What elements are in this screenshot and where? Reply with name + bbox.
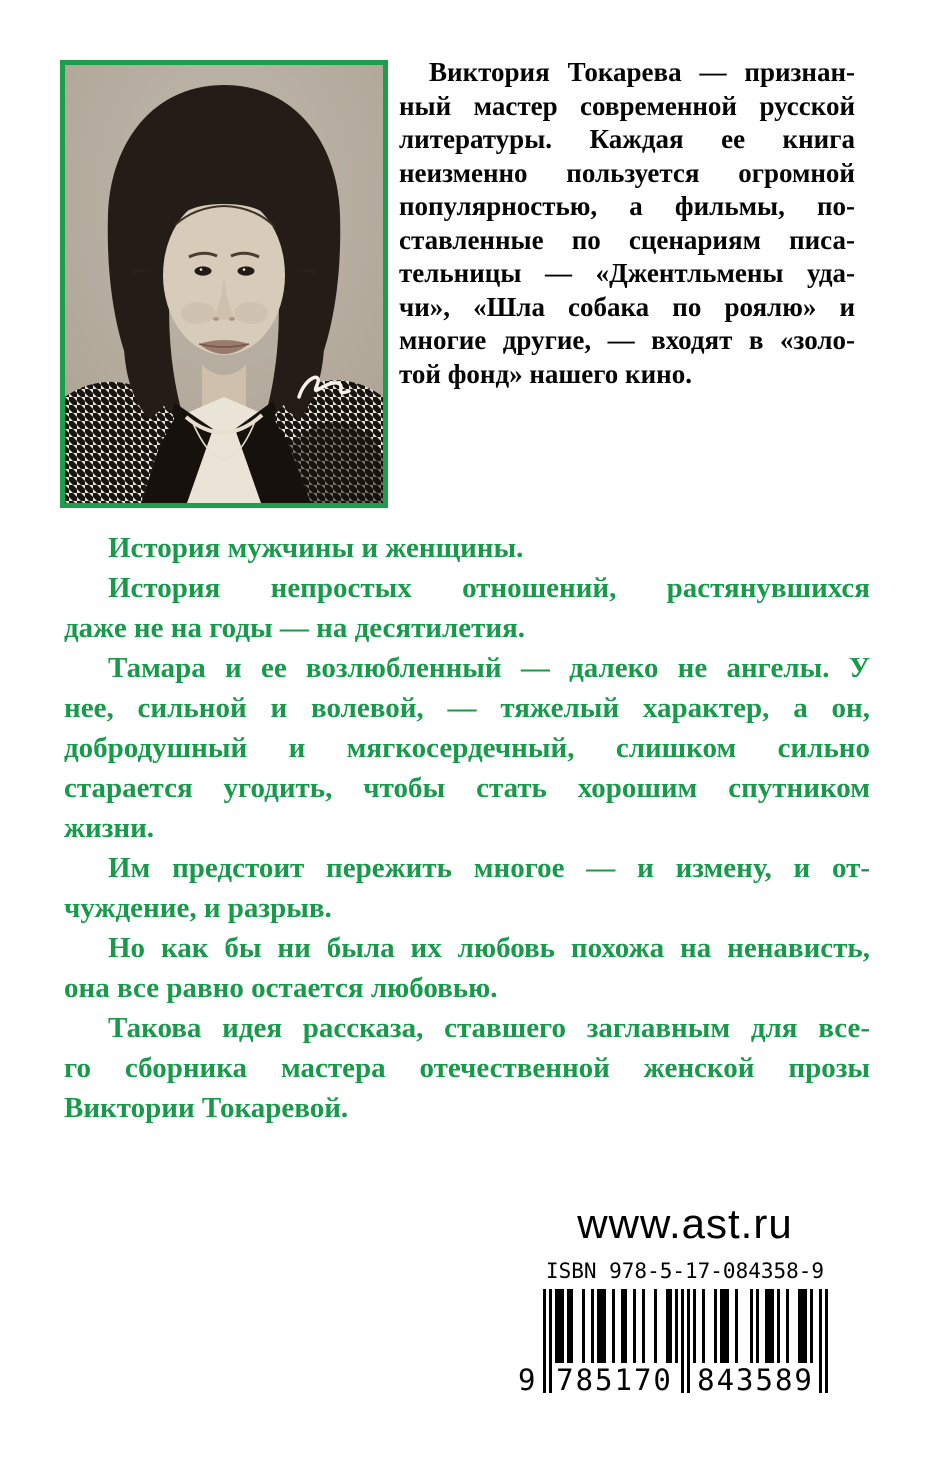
bio-line: тельницы — «Джентльмены уда- [399,258,855,288]
barcode-digits-left: 785170 [556,1363,673,1397]
barcode-digit-first: 9 [518,1363,536,1397]
annotation-line: чуждение, и разрыв. [64,892,332,924]
bio-line: популярностью, а фильмы, по- [399,191,855,221]
publisher-website: www.ast.ru [577,1200,793,1247]
bio-line: многие другие, — входят в «золо- [399,325,855,355]
annotation-line: добродушный и мягкосердечный, слишком сильно [64,732,870,764]
annotation-line: Им предстоит пережить многое — и измену, и от- [108,852,870,884]
footer [518,1200,835,1397]
annotation-line: История непростых отношений, растянувшихся [108,572,870,604]
bio-line: Виктория Токарева — признан- [429,57,855,87]
annotation-line: Тамара и ее возлюбленный — далеко не ангелы. У [108,652,870,684]
author-bio [399,56,855,391]
annotation-line: даже не на годы — на десятилетия. [64,612,526,644]
bio-line: чи», «Шла собака по роялю» и [399,291,855,322]
annotation [64,528,870,1128]
annotation-line: старается угодить, чтобы стать хорошим спутником [64,772,870,804]
barcode-digits-right: 843589 [697,1363,814,1397]
bio-line: неизменно пользуется огромной [399,157,855,188]
author-photo [60,60,388,508]
annotation-line: Такова идея рассказа, ставшего заглавным для все- [108,1012,870,1044]
bio-line: ставленные по сценариям писа- [399,224,855,255]
annotation-line: История мужчины и женщины. [108,532,524,564]
bio-line: ный мастер современной русской [399,90,855,121]
annotation-line: го сборника мастера отечественной женской прозы [64,1052,870,1084]
bio-line: той фонд» нашего кино. [399,358,692,389]
annotation-line: она все равно остается любовью. [64,972,498,1004]
ean13-barcode [518,1289,828,1397]
bio-line: литературы. Каждая ее книга [399,124,855,154]
author-portrait-illustration [65,65,383,503]
annotation-line: жизни. [64,812,155,844]
isbn-label: ISBN 978-5-17-084358-9 [545,1259,825,1283]
annotation-line: Виктории Токаревой. [64,1092,349,1124]
annotation-line: нее, сильной и волевой, — тяжелый характер, а он, [64,692,870,724]
annotation-line: Но как бы ни была их любовь похожа на ненависть, [108,932,870,964]
